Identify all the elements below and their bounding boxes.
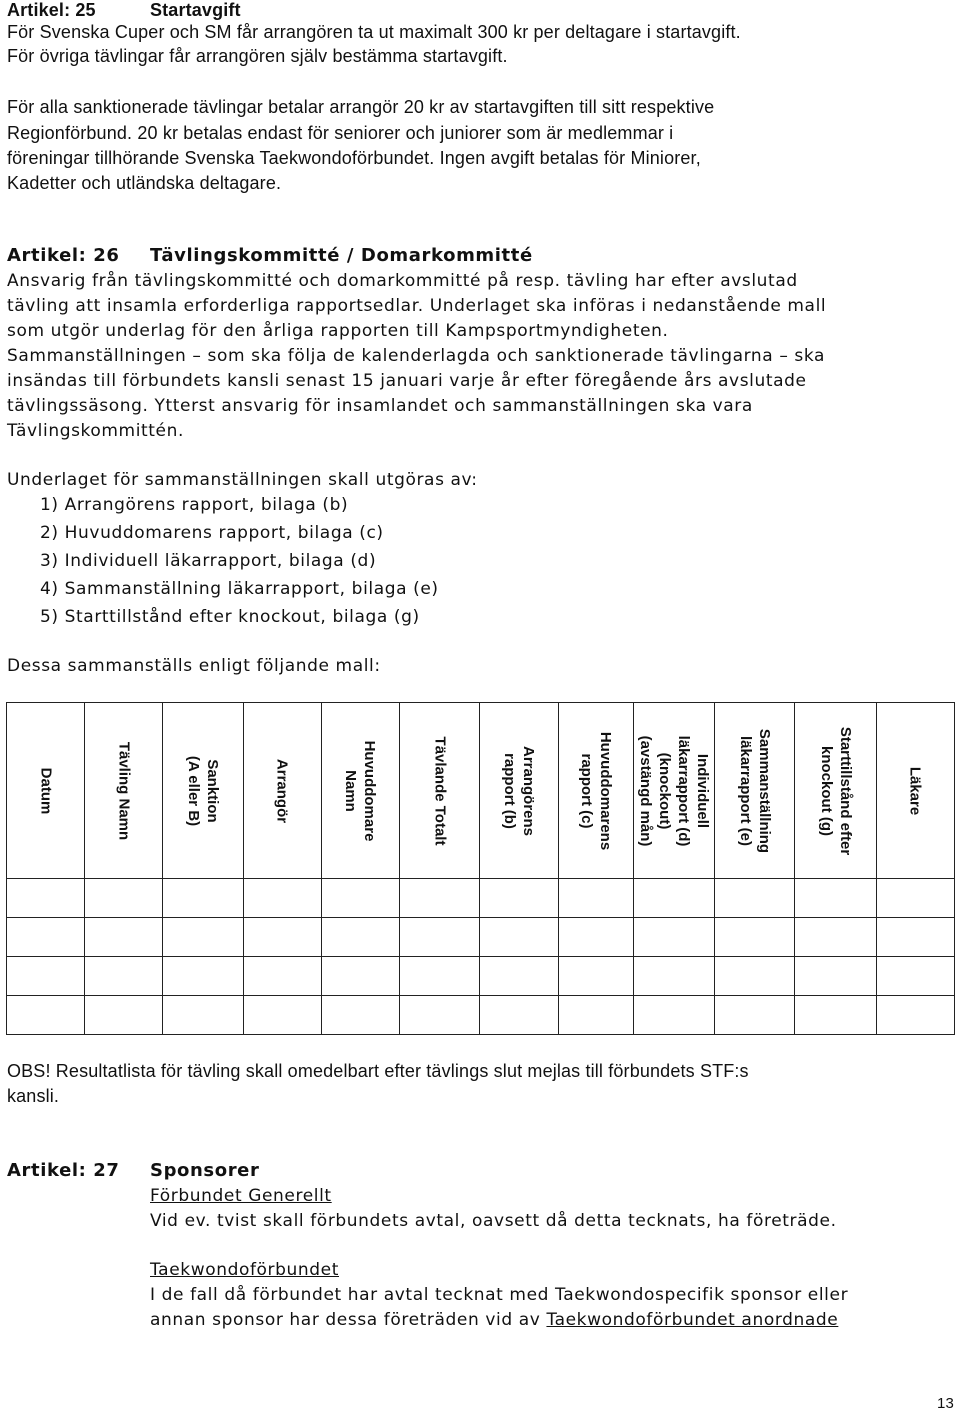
list-item: 1) Arrangörens rapport, bilaga (b) xyxy=(40,495,349,515)
art25-heading-title: Startavgift xyxy=(150,0,241,20)
art26-line-1: Ansvarig från tävlingskommitté och domarkommitté på resp. tävling har efter avslutad xyxy=(7,271,798,291)
header-cell-sammanstallning xyxy=(714,703,794,879)
art27-text-2-line-1: I de fall då förbundet har avtal tecknat med Taekwondospecifik sponsor eller xyxy=(150,1285,849,1305)
header-cell-tavlande-totalt xyxy=(400,703,480,879)
art25-para2-line-2: Regionförbund. 20 kr betalas endast för seniorer och juniorer som är medlemmar i xyxy=(7,123,674,143)
header-cell-individuell-lakarrapport xyxy=(634,703,714,879)
header-cell-starttillstand xyxy=(795,703,877,879)
header-cell-arrangor xyxy=(243,703,321,879)
list-intro: Underlaget för sammanställningen skall utgöras av: xyxy=(7,470,478,490)
art26-line-3: som utgör underlag för den årliga rapporten till Kampsportmyndigheten. xyxy=(7,321,669,341)
header-cell-arrangorens-rapport xyxy=(480,703,558,879)
header-label: Tävling Namn xyxy=(115,741,133,840)
header-label: Huvuddomarens rapport (c) xyxy=(578,731,615,850)
table-header-row xyxy=(7,703,955,879)
art26-line-7: Tävlingskommittén. xyxy=(7,421,184,441)
header-label: Tävlande Totalt xyxy=(431,736,449,845)
art27-sub-taekwondo: Taekwondoförbundet xyxy=(150,1260,339,1280)
art27-text-2-plain: annan sponsor har dessa företräden vid av xyxy=(150,1310,547,1330)
page-number: 13 xyxy=(937,1395,954,1412)
header-label: Arrangörens rapport (b) xyxy=(500,745,537,836)
art25-heading-num: Artikel: 25 xyxy=(7,0,96,20)
list-item: 2) Huvuddomarens rapport, bilaga (c) xyxy=(40,523,384,543)
header-label: Sammanställning läkarrapport (e) xyxy=(736,728,773,853)
art25-para2-line-3: föreningar tillhörande Svenska Taekwondoförbundet. Ingen avgift betalas för Miniorer, xyxy=(7,148,701,168)
header-cell-lakare xyxy=(876,703,954,879)
art26-line-5: insändas till förbundets kansli senast 15 januari varje år efter föregående års avslutade xyxy=(7,371,807,391)
art26-heading-title: Tävlingskommitté / Domarkommitté xyxy=(150,245,533,266)
art27-text-2-line-2 xyxy=(150,1310,838,1330)
header-label: Sanktion (A eller B) xyxy=(185,755,221,826)
header-cell-datum xyxy=(7,703,85,879)
table-row xyxy=(7,879,955,918)
art26-heading-num: Artikel: 26 xyxy=(7,245,120,266)
art25-line-2: För övriga tävlingar får arrangören själv bestämma startavgift. xyxy=(7,46,508,66)
obs-line-2: kansli. xyxy=(7,1086,60,1106)
header-label: Starttillstånd efter knockout (g) xyxy=(817,726,854,855)
header-label: Individuell läkarrapport (d) (knockout) (avstängd mån) xyxy=(637,735,712,846)
header-label: Datum xyxy=(37,767,55,814)
obs-line-1: OBS! Resultatlista för tävling skall omedelbart efter tävlings slut mejlas till förbundets STF:s xyxy=(7,1061,749,1081)
table-row xyxy=(7,918,955,957)
table-row xyxy=(7,996,955,1035)
art25-para2-line-4: Kadetter och utländska deltagare. xyxy=(7,173,282,193)
art27-heading-title: Sponsorer xyxy=(150,1160,260,1181)
list-item: 4) Sammanställning läkarrapport, bilaga (e) xyxy=(40,579,439,599)
list-item: 5) Starttillstånd efter knockout, bilaga (g) xyxy=(40,607,420,627)
header-label: Huvuddomare Namn xyxy=(342,740,379,841)
art27-text-2-link[interactable]: Taekwondoförbundet anordnade xyxy=(546,1310,839,1330)
list-item: 3) Individuell läkarrapport, bilaga (d) xyxy=(40,551,377,571)
art26-line-2: tävling att insamla erforderliga rapportsedlar. Underlaget ska införas i nedanstående mall xyxy=(7,296,827,316)
report-template-table xyxy=(6,702,955,1035)
art27-text-1: Vid ev. tvist skall förbundets avtal, oavsett då detta tecknats, ha företräde. xyxy=(150,1211,837,1231)
art27-sub-generellt: Förbundet Generellt xyxy=(150,1186,332,1206)
art27-heading-num: Artikel: 27 xyxy=(7,1160,120,1181)
header-cell-huvuddomare xyxy=(321,703,399,879)
table-row xyxy=(7,957,955,996)
header-cell-tavling-namn xyxy=(85,703,163,879)
header-label: Läkare xyxy=(906,766,924,815)
header-label: Arrangör xyxy=(273,758,291,823)
art25-para2-line-1: För alla sanktionerade tävlingar betalar arrangör 20 kr av startavgiften till sitt respektive xyxy=(7,97,715,117)
art26-line-6: tävlingssäsong. Ytterst ansvarig för insamlandet och sammanställningen ska vara xyxy=(7,396,753,416)
header-cell-sanktion xyxy=(163,703,243,879)
template-intro: Dessa sammanställs enligt följande mall: xyxy=(7,656,381,676)
header-cell-huvuddomarens-rapport xyxy=(558,703,634,879)
art25-line-1: För Svenska Cuper och SM får arrangören ta ut maximalt 300 kr per deltagare i startavgift. xyxy=(7,22,741,42)
art26-line-4: Sammanställningen – som ska följa de kalenderlagda och sanktionerade tävlingarna – ska xyxy=(7,346,826,366)
